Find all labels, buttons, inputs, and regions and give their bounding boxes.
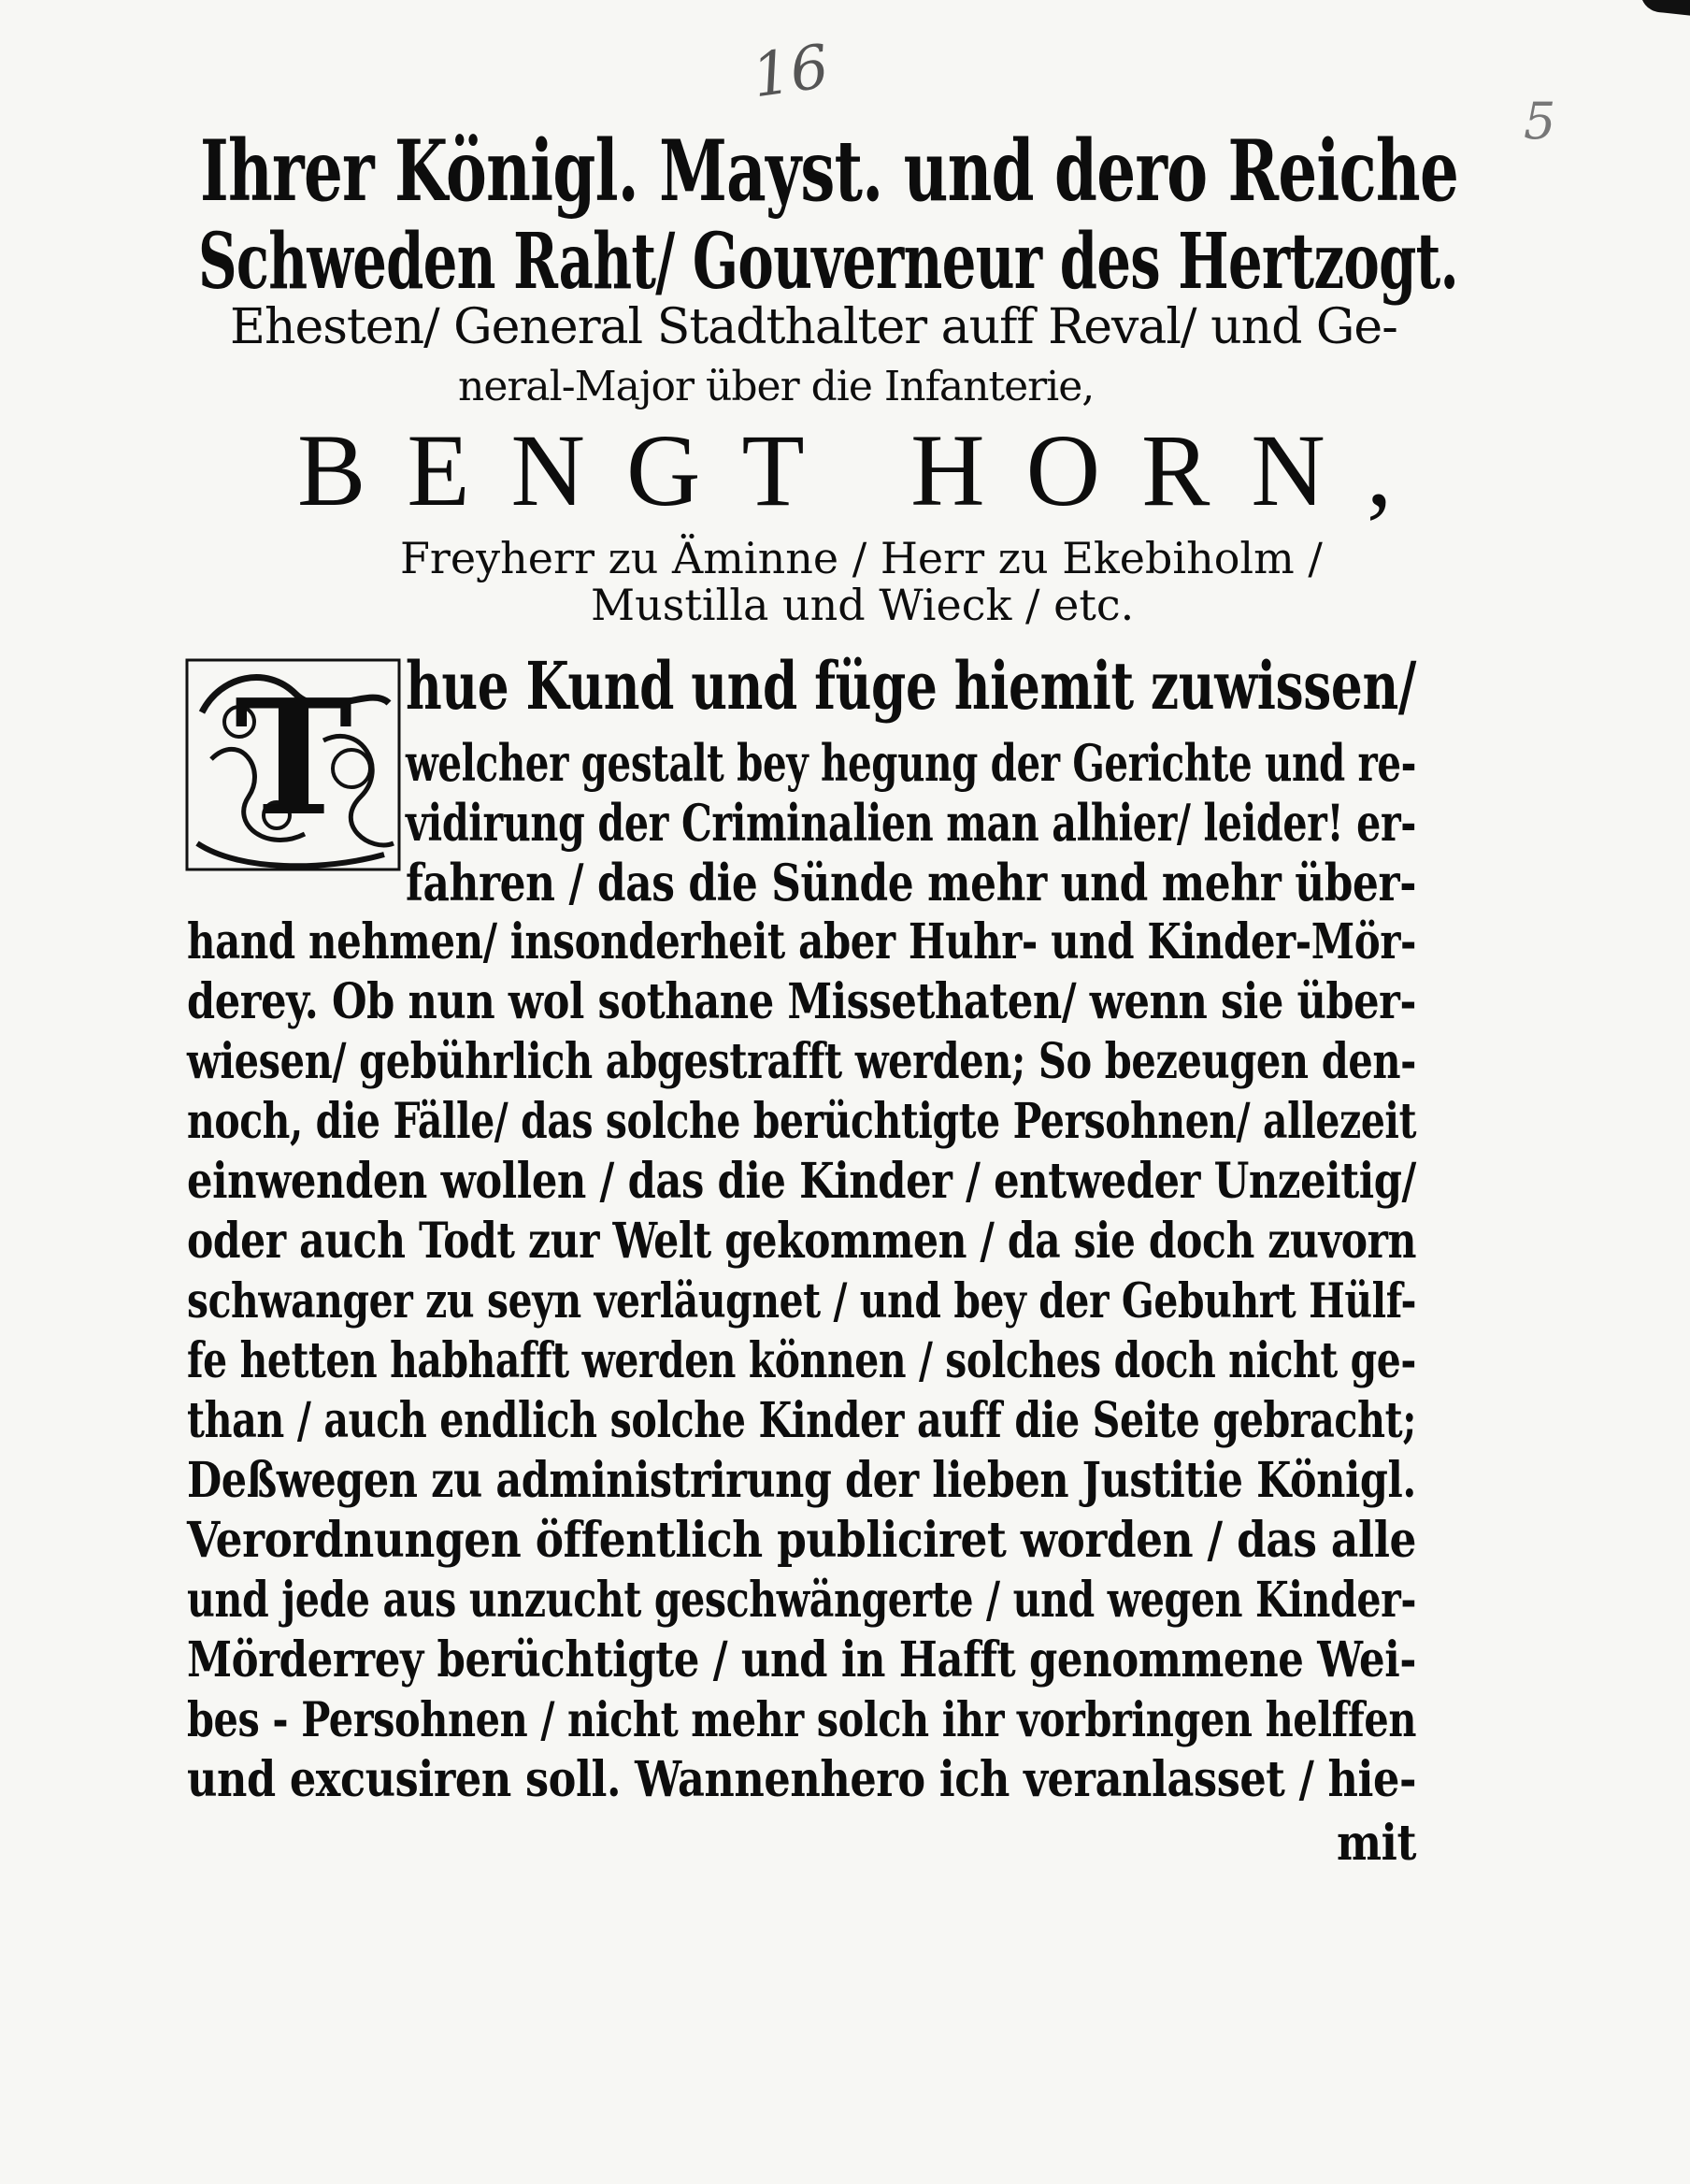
issuer-name: BENGT HORN, bbox=[297, 413, 1434, 527]
handwritten-folio-note: 16 bbox=[748, 32, 834, 112]
issuer-titles-line-2: Mustilla und Wieck / etc. bbox=[591, 580, 1135, 630]
body-line-4: fahren / das die Sünde mehr und mehr über- bbox=[406, 853, 1417, 912]
title-line-3: Ehesten/ General Stadthalter auff Reval/ und Ge- bbox=[230, 299, 1397, 355]
issuer-titles-line-1: Freyherr zu Äminne / Herr zu Ekebiholm / bbox=[400, 533, 1323, 583]
body-line-7: wiesen/ gebührlich abgestrafft werden; So bezeugen den- bbox=[187, 1033, 1416, 1090]
initial-letter: T bbox=[234, 665, 353, 852]
body-line-8: noch, die Fälle/ das solche berüchtigte Persohnen/ allezeit bbox=[187, 1093, 1417, 1150]
body-line-5: hand nehmen/ insonderheit aber Huhr- und Kinder-Mör- bbox=[187, 913, 1417, 970]
body-line-9: einwenden wollen / das die Kinder / entweder Unzeitig/ bbox=[187, 1153, 1416, 1210]
body-line-14: Deßwegen zu administrirung der lieben Justitie Königl. bbox=[187, 1452, 1416, 1509]
decorated-initial-T bbox=[183, 656, 403, 873]
title-line-2: Schweden Raht/ Gouverneur des Hertzogt. bbox=[198, 217, 1458, 307]
body-line-1: hue Kund und füge hiemit zuwissen/ bbox=[406, 647, 1416, 725]
body-line-6: derey. Ob nun wol sothane Missethaten/ wenn sie über- bbox=[187, 973, 1416, 1030]
body-line-13: than / auch endlich solche Kinder auff die Seite gebracht; bbox=[187, 1392, 1416, 1449]
catchword: mit bbox=[1337, 1815, 1416, 1872]
corner-ink-smudge bbox=[1639, 0, 1690, 16]
body-line-19: und excusiren soll. Wannenhero ich veranlasset / hie- bbox=[187, 1751, 1417, 1808]
body-line-2: welcher gestalt bey hegung der Gerichte und re- bbox=[406, 733, 1417, 793]
body-line-18: bes - Persohnen / nicht mehr solch ihr vorbringen helffen bbox=[187, 1692, 1417, 1748]
title-line-4: neral-Major über die Infanterie, bbox=[458, 363, 1095, 410]
body-line-11: schwanger zu seyn verläugnet / und bey der Gebuhrt Hülf- bbox=[187, 1273, 1417, 1329]
body-line-12: fe hetten habhafft werden können / solches doch nicht ge- bbox=[187, 1332, 1416, 1389]
handwritten-page-number: 5 bbox=[1524, 92, 1556, 151]
body-line-16: und jede aus unzucht geschwängerte / und wegen Kinder- bbox=[187, 1572, 1417, 1629]
body-line-15: Verordnungen öffentlich publiciret worden / das alle bbox=[187, 1512, 1416, 1569]
title-line-1: Ihrer Königl. Mayst. und dero Reiche bbox=[200, 122, 1459, 221]
body-line-3: vidirung der Criminalien man alhier/ leider! er- bbox=[406, 793, 1417, 853]
body-line-17: Mörderrey berüchtigte / und in Hafft genommene Wei- bbox=[187, 1631, 1416, 1688]
body-line-10: oder auch Todt zur Welt gekommen / da sie doch zuvorn bbox=[187, 1213, 1417, 1270]
